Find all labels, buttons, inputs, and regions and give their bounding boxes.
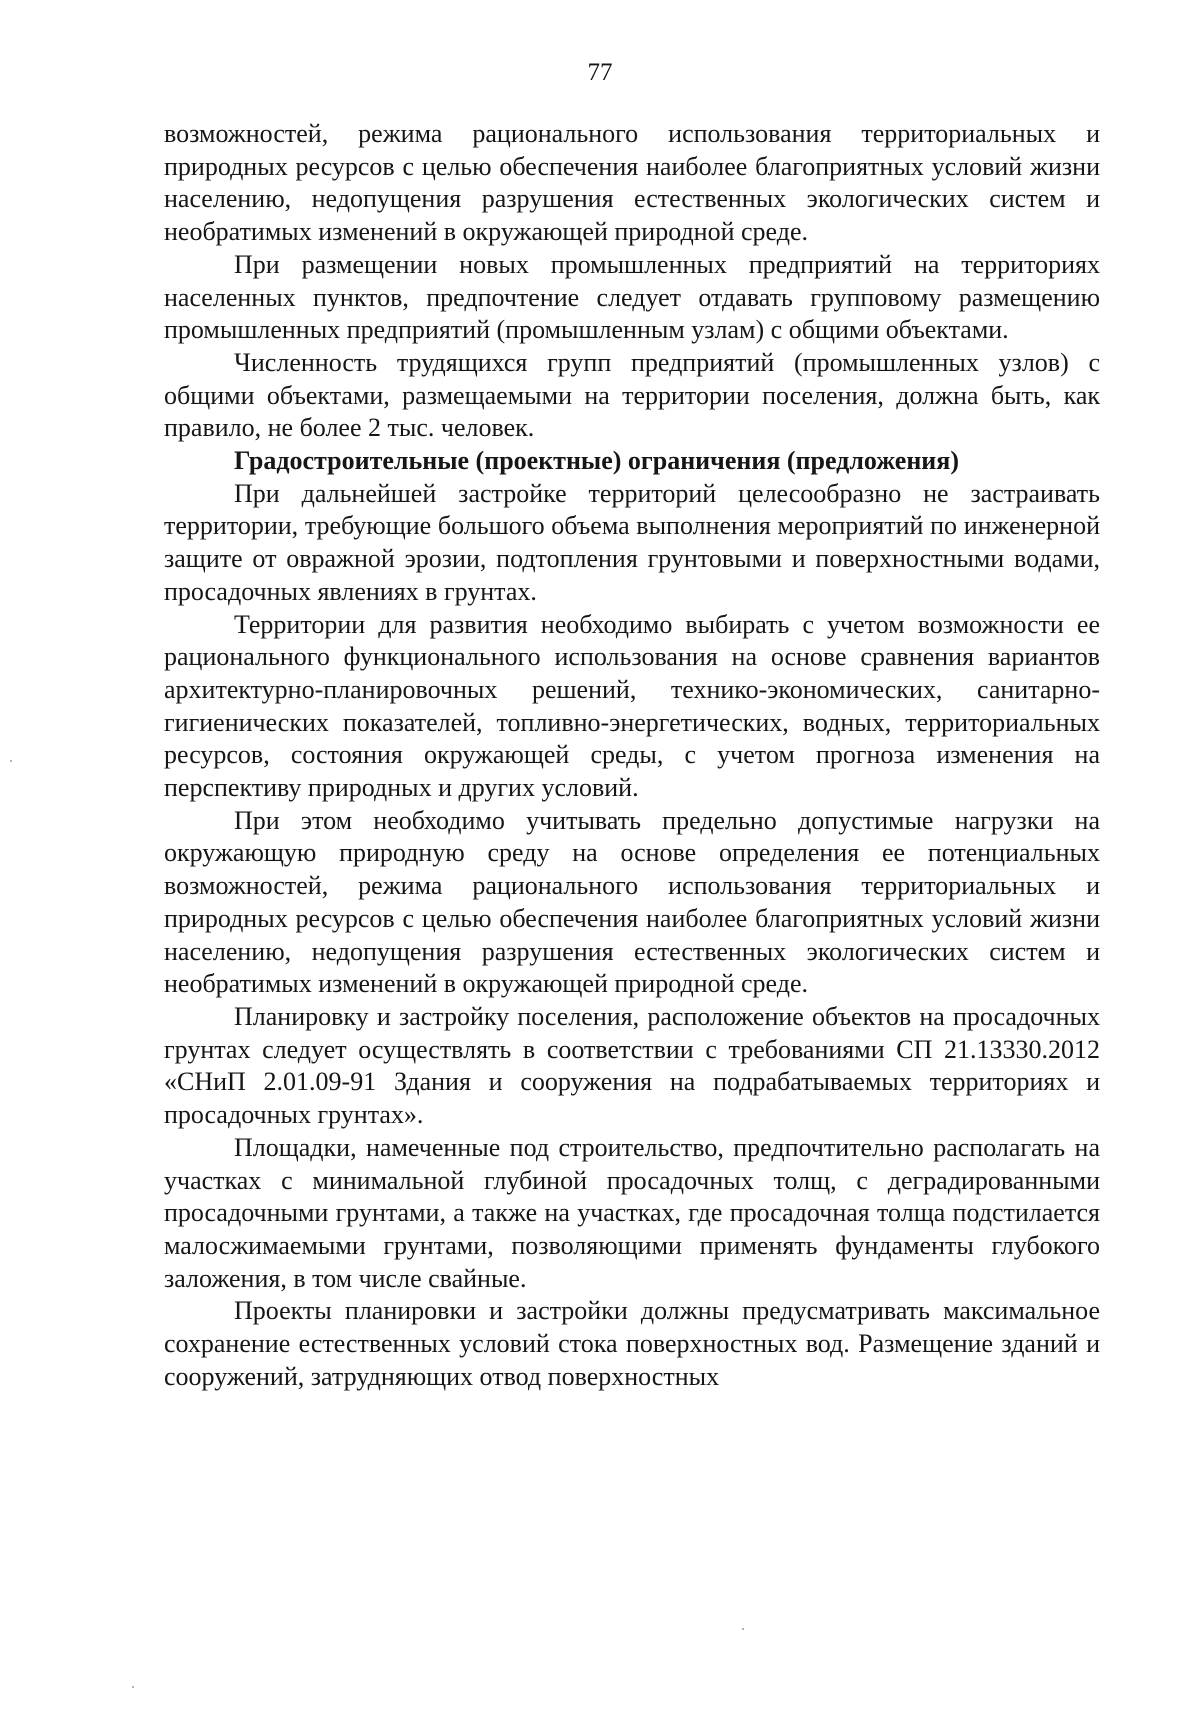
section-heading: Градостроительные (проектные) ограничения (предложения) (234, 446, 960, 476)
paragraph-development-restrictions: При дальнейшей застройке территорий целесообразно не застраивать территории, требующие большого объема выполнения мероприятий по инженерной защите от овражной эрозии, подтопления грунтовыми и поверхностными водами, просадочных явлениях в грунтах. (164, 478, 1100, 606)
paragraph-environmental-loads: При этом необходимо учитывать предельно допустимые нагрузки на окружающую природную среду на основе определения ее потенциальных возможностей, режима рационального использования территориальных и природных ресурсов с целью обеспечения наиболее благоприятных условий жизни населению, недопущения разрушения естественных экологических систем и необратимых изменений в окружающей природной среде. (164, 805, 1100, 999)
paragraph-worker-count: Численность трудящихся групп предприятий (промышленных узлов) с общими объектами, размещаемыми на территории поселения, должна быть, как правило, не более 2 тыс. человек. (164, 347, 1100, 443)
paragraph-continuation: возможностей, режима рационального использования территориальных и природных ресурсов с целью обеспечения наиболее благоприятных условий жизни населению, недопущения разрушения естественных экологических систем и необратимых изменений в окружающей природной среде. (164, 119, 1100, 247)
scan-speck (132, 1686, 134, 1688)
document-body (164, 118, 1100, 1393)
paragraph-subsidence-soils: Планировку и застройку поселения, расположение объектов на просадочных грунтах следует осуществлять в соответствии с требованиями СП 21.13330.2012 «СНиП 2.01.09-91 Здания и сооружения на подрабатываемых территориях и просадочных грунтах». (164, 1001, 1100, 1130)
page-number: 77 (587, 59, 613, 86)
paragraph-territory-selection: Территории для развития необходимо выбирать с учетом возможности ее рационального функционального использования на основе сравнения вариантов архитектурно-планировочных решений, технико-экономических, санитарно-гигиенических показателей, топливно-энергетических, водных, территориальных ресурсов, состояния окружающей среды, с учетом прогноза изменения на перспективу природных и других условий. (164, 609, 1100, 803)
paragraph-construction-sites: Площадки, намеченные под строительство, предпочтительно располагать на участках с минимальной глубиной просадочных толщ, с деградированными просадочными грунтами, а также на участках, где просадочная толща подстилается малосжимаемыми грунтами, позволяющими применять фундаменты глубокого заложения, в том числе свайные. (164, 1132, 1100, 1293)
scan-speck (742, 1628, 744, 1630)
paragraph-industrial-placement: При размещении новых промышленных предприятий на территориях населенных пунктов, предпочтение следует отдавать групповому размещению промышленных предприятий (промышленным узлам) с общими объектами. (164, 249, 1100, 345)
paragraph-surface-runoff: Проекты планировки и застройки должны предусматривать максимальное сохранение естественных условий стока поверхностных вод. Размещение зданий и сооружений, затрудняющих отвод поверхностных (164, 1296, 1100, 1391)
scan-speck (10, 760, 12, 762)
